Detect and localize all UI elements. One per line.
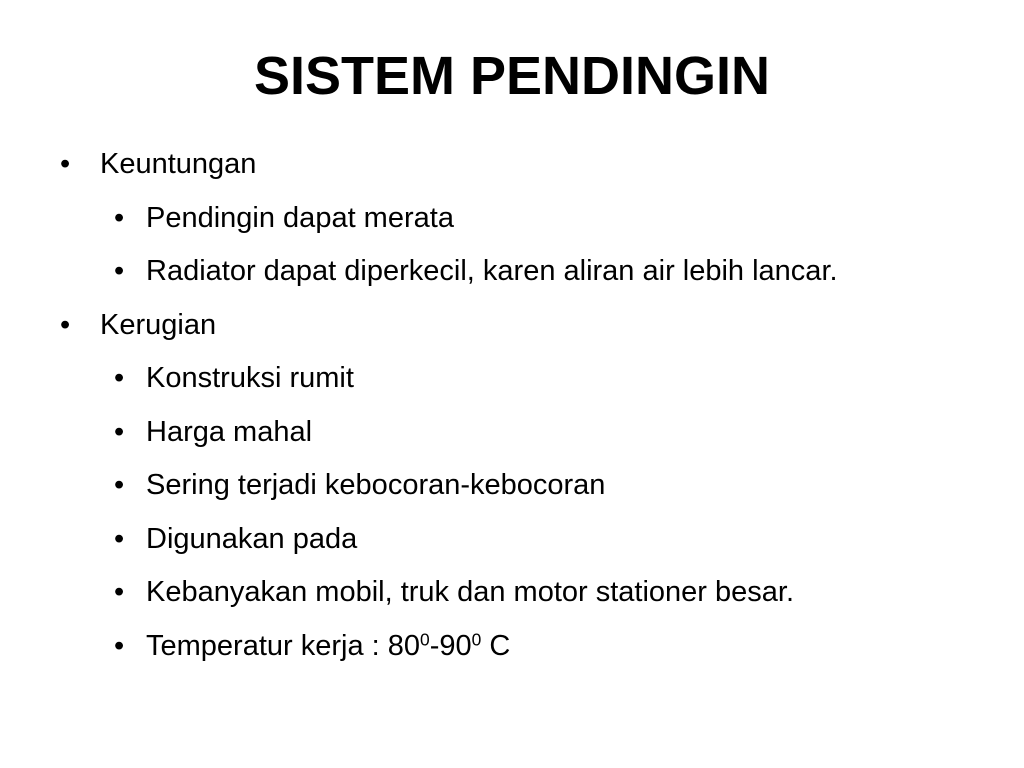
list-item <box>60 513 1000 567</box>
list-item <box>60 459 1000 513</box>
list-item-text: Harga mahal <box>146 415 313 448</box>
list-item-text: Pendingin dapat merata <box>146 201 454 234</box>
list-item-keuntungan <box>60 138 1000 192</box>
bullet-icon: • <box>114 469 125 501</box>
degree-superscript: 0 <box>471 628 482 649</box>
bullet-icon: • <box>114 576 125 608</box>
bullet-icon: • <box>60 148 71 180</box>
list-item-text: Kerugian <box>100 308 217 341</box>
bullet-icon: • <box>60 308 71 341</box>
bullet-icon: • <box>114 415 125 448</box>
list-item-text: Digunakan pada <box>146 522 358 555</box>
list-item-text: Kebanyakan mobil, truk dan motor stationer besar. <box>146 576 795 608</box>
temperature-suffix: C <box>481 629 511 662</box>
list-item <box>60 406 1000 460</box>
bullet-icon: • <box>114 522 125 555</box>
bullet-icon: • <box>114 362 125 394</box>
bullet-list <box>60 138 1000 673</box>
temperature-middle: -90 <box>429 629 472 662</box>
degree-superscript: 0 <box>420 628 430 649</box>
list-item-text: Radiator dapat diperkecil, karen aliran air lebih lancar. <box>146 255 838 287</box>
list-item <box>60 566 1000 620</box>
list-item <box>60 352 1000 406</box>
list-item-text: Sering terjadi kebocoran-kebocoran <box>146 469 606 501</box>
list-item <box>60 245 1000 299</box>
bullet-icon: • <box>114 255 125 287</box>
bullet-icon: • <box>114 629 125 662</box>
list-item-kerugian <box>60 299 1000 353</box>
list-item-text: Keuntungan <box>100 148 257 180</box>
list-item-temperature <box>60 620 1000 674</box>
list-item <box>60 192 1000 246</box>
temperature-prefix: Temperatur kerja : 80 <box>146 629 421 662</box>
bullet-icon: • <box>114 201 125 234</box>
slide-title: SISTEM PENDINGIN <box>253 46 771 106</box>
list-item-text: Konstruksi rumit <box>146 362 354 394</box>
